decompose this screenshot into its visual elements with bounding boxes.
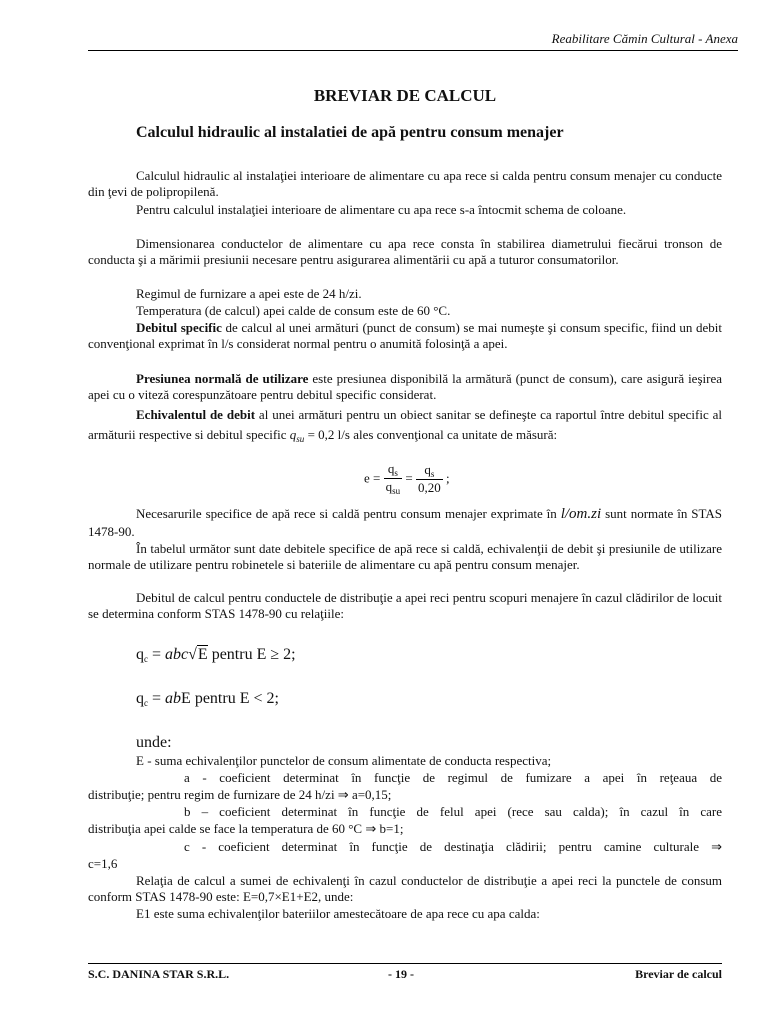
term-pressure: Presiunea normală de utilizare bbox=[136, 371, 309, 386]
def-a-2: distribuţie; pentru regim de furnizare de 24 h/zi ⇒ a=0,15; bbox=[88, 787, 392, 802]
eq-e-label: e = bbox=[364, 470, 381, 486]
f1-sub: c bbox=[144, 654, 148, 664]
f2-e: E bbox=[181, 690, 191, 707]
paragraph-dimensioning: Dimensionarea conductelor de alimentare cu apa rece consta în stabilirea diametrului fiecărui tronson de conducta şi a mărimii presiunii necesare pentru asigurarea alimentării cu apă a tuturor consumatorilor. bbox=[88, 236, 722, 267]
paragraph-temperature: Temperatura (de calcul) apei calde de consum este de 60 °C. bbox=[136, 303, 451, 318]
footer-rule bbox=[88, 963, 722, 964]
eq-end: ; bbox=[445, 470, 450, 486]
paragraph-table-intro: În tabelul următor sunt date debitele specifice de apă rece si caldă, echivalenţii de debit şi presiunile de utilizare normale de utilizare pentru robinetele si bateriile de alimentare cu apă pentru consum menajer. bbox=[88, 541, 722, 572]
doc-title: BREVIAR DE CALCUL bbox=[313, 86, 497, 105]
paragraph-requirements bbox=[88, 505, 722, 540]
term-specific-flow: Debitul specific bbox=[136, 320, 222, 335]
formula-value: = 0,2 l/s bbox=[304, 427, 350, 442]
doc-subtitle: Calculul hidraulic al instalatiei de apă pentru consum menajer bbox=[136, 124, 564, 141]
header-rule bbox=[88, 50, 738, 51]
sqrt-symbol: √ bbox=[188, 646, 197, 663]
def-c-2: c=1,6 bbox=[88, 856, 118, 871]
text-specific-flow: de calcul al unei armături (punct de consum) se mai numeşte şi consum specific, fiind un debit convenţional exprimat în l/s considerat normal pentru o anumită folosinţă a apei. bbox=[88, 320, 723, 351]
def-a-1: a - coeficient determinat în funcţie de regimul de fumizare a apei în reţeaua de bbox=[184, 770, 722, 785]
text-equivalent-1: al unei armături pentru un obiect sanitar se defineşte ca raportul între debitul specific al armăturii respective si debitul specific bbox=[88, 407, 722, 442]
paragraph-equivalent bbox=[88, 405, 722, 449]
footer-section: Breviar de calcul bbox=[635, 967, 722, 981]
paragraph-specific-flow bbox=[88, 320, 722, 352]
eq-n2-sub: s bbox=[430, 468, 435, 479]
term-equivalent: Echivalentul de debit bbox=[136, 407, 256, 422]
f2-cond: pentru E < 2; bbox=[190, 690, 279, 707]
def-c-1: c - coeficient determinat în funcţie de destinaţia clădirii; pentru camine culturale ⇒ bbox=[184, 839, 722, 854]
where-label: unde: bbox=[136, 734, 172, 751]
f1-q: q bbox=[136, 646, 144, 663]
f2-q: q bbox=[136, 690, 144, 707]
f1-cond: pentru E ≥ 2; bbox=[207, 646, 296, 663]
paragraph-sum-relation: Relaţia de calcul a sumei de echivalenţi în cazul conductelor de distribuţie a apei reci la punctele de consum conform STAS 1478-90 este: E=0,7×E1+E2, unde: bbox=[88, 873, 722, 904]
paragraph-pressure bbox=[88, 371, 722, 403]
f2-ab: ab bbox=[165, 690, 182, 707]
formula-qc-2 bbox=[136, 690, 279, 708]
def-e: E - suma echivalenţilor punctelor de consum alimentate de conducta respectiva; bbox=[136, 753, 552, 768]
eq-d2: 0,20 bbox=[417, 479, 441, 495]
eq-n1: q bbox=[387, 461, 395, 476]
running-header: Reabilitare Cămin Cultural - Anexa bbox=[551, 31, 738, 46]
f1-abc: abc bbox=[165, 646, 189, 663]
f2-sub: c bbox=[144, 698, 148, 708]
text-requirements-2: sunt normate în STAS 1478-90. bbox=[88, 506, 723, 539]
f1-eq: = bbox=[148, 646, 166, 663]
inline-formula-qsu bbox=[290, 427, 305, 442]
f2-eq: = bbox=[148, 690, 166, 707]
paragraph-e1: E1 este suma echivalenţilor bateriilor amestecătoare de apa rece cu apa calda: bbox=[136, 906, 540, 921]
def-b-1: b – coeficient determinat în funcţie de felul apei (rece sau calda); în cazul în care bbox=[184, 804, 722, 819]
equation-e bbox=[364, 461, 450, 496]
eq-d1: q bbox=[385, 479, 393, 494]
eq-n2: q bbox=[424, 461, 431, 477]
def-b-2: distribuţia apei calde se face la temperatura de 60 °C ⇒ b=1; bbox=[88, 821, 404, 836]
eq-fraction-1 bbox=[384, 461, 403, 496]
f1-e: E bbox=[197, 646, 208, 663]
paragraph-regime: Regimul de furnizare a apei este de 24 h/zi. bbox=[136, 286, 362, 301]
paragraph-schema: Pentru calculul instalaţiei interioare de alimentare cu apa rece s-a întocmit schema de coloane. bbox=[136, 202, 627, 217]
eq-d1-sub: su bbox=[392, 486, 401, 496]
formula-sub: su bbox=[296, 434, 305, 444]
footer-page-number: - 19 - bbox=[388, 967, 414, 981]
formula-q: q bbox=[289, 427, 297, 442]
formula-qc-1 bbox=[136, 646, 296, 664]
unit-lomzi: l/om.zi bbox=[560, 506, 602, 522]
text-pressure: este presiunea disponibilă la armătură (punct de consum), care asigură ieşirea apei cu o viteză corespunzătoare pentru debitul specific considerat. bbox=[88, 371, 722, 402]
text-equivalent-2: ales convenţional ca unitate de măsură: bbox=[349, 427, 558, 442]
text-requirements-1: Necesarurile specifice de apă rece si caldă pentru consum menajer exprimate în bbox=[136, 506, 561, 521]
eq-fraction-2 bbox=[416, 462, 443, 496]
footer-company: S.C. DANINA STAR S.R.L. bbox=[88, 967, 230, 981]
paragraph-intro: Calculul hidraulic al instalaţiei interioare de alimentare cu apa rece si calda pentru consum menajer cu conducte din ţevi de polipropilenă. bbox=[88, 168, 722, 199]
eq-equals: = bbox=[405, 470, 413, 486]
paragraph-flow-calc: Debitul de calcul pentru conductele de distribuţie a apei reci pentru scopuri menajere în cazul clădirilor de locuit se determina conform STAS 1478-90 cu relaţiile: bbox=[88, 590, 722, 621]
eq-n1-sub: s bbox=[394, 468, 398, 478]
